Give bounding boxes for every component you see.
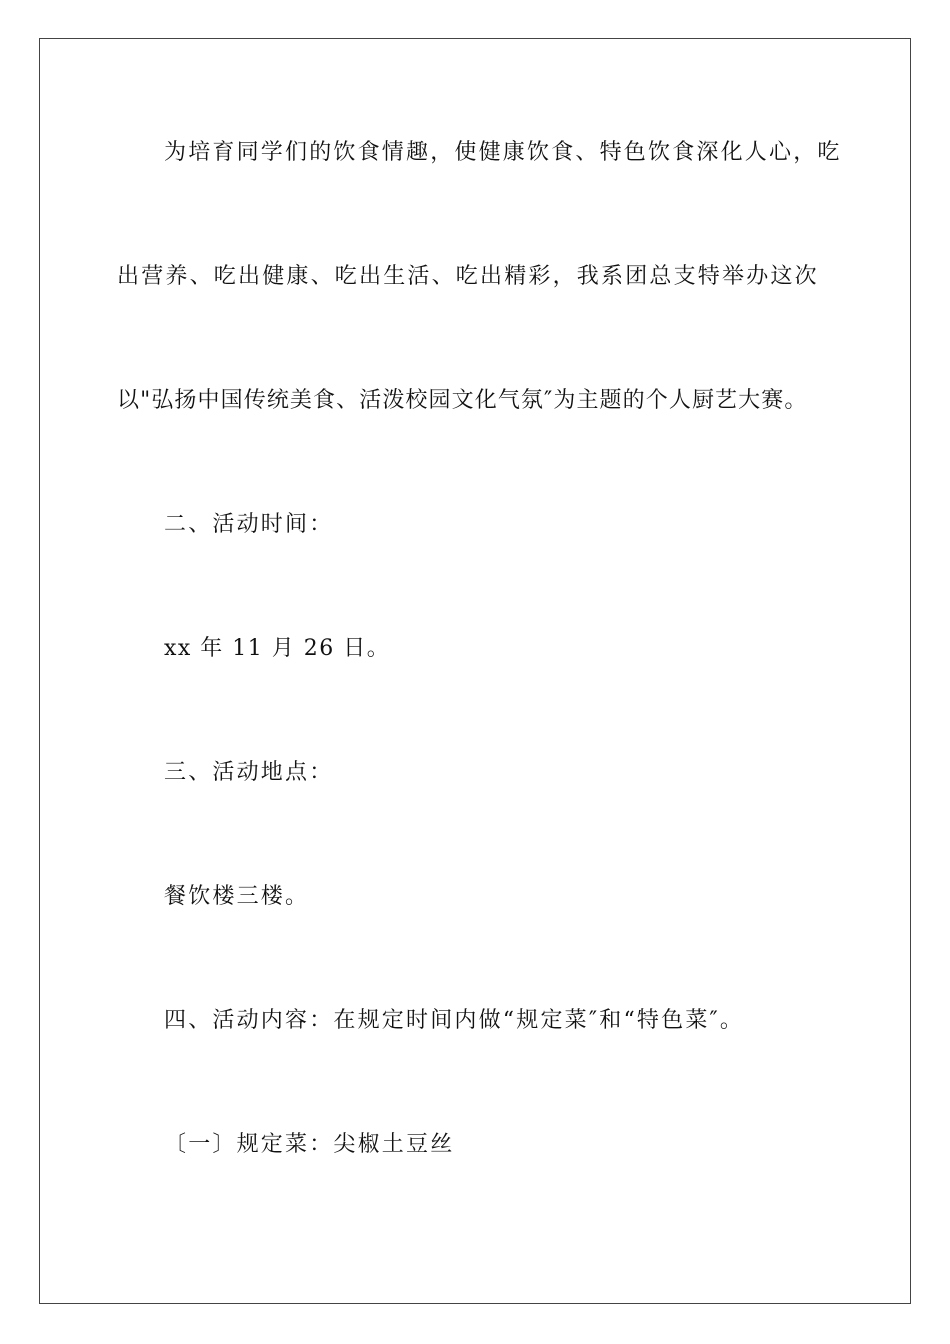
page-border xyxy=(39,38,911,1304)
section-heading-location: 三、活动地点： xyxy=(164,760,334,785)
subsection-required-dish: 〔一〕规定菜：尖椒土豆丝 xyxy=(164,1132,455,1157)
paragraph-intro-line-1: 为培育同学们的饮食情趣，使健康饮食、特色饮食深化人心，吃 xyxy=(164,140,842,165)
paragraph-intro-line-2: 出营养、吃出健康、吃出生活、吃出精彩，我系团总支特举办这次 xyxy=(117,264,819,289)
section-heading-time: 二、活动时间： xyxy=(164,512,334,537)
section-heading-content: 四、活动内容：在规定时间内做“规定菜″和“特色菜″。 xyxy=(164,1008,745,1033)
paragraph-intro-line-3: 以"弘扬中国传统美食、活泼校园文化气氛″为主题的个人厨艺大赛。 xyxy=(117,388,808,413)
activity-date: xx 年 11 月 26 日。 xyxy=(164,636,391,661)
activity-location: 餐饮楼三楼。 xyxy=(164,884,310,909)
